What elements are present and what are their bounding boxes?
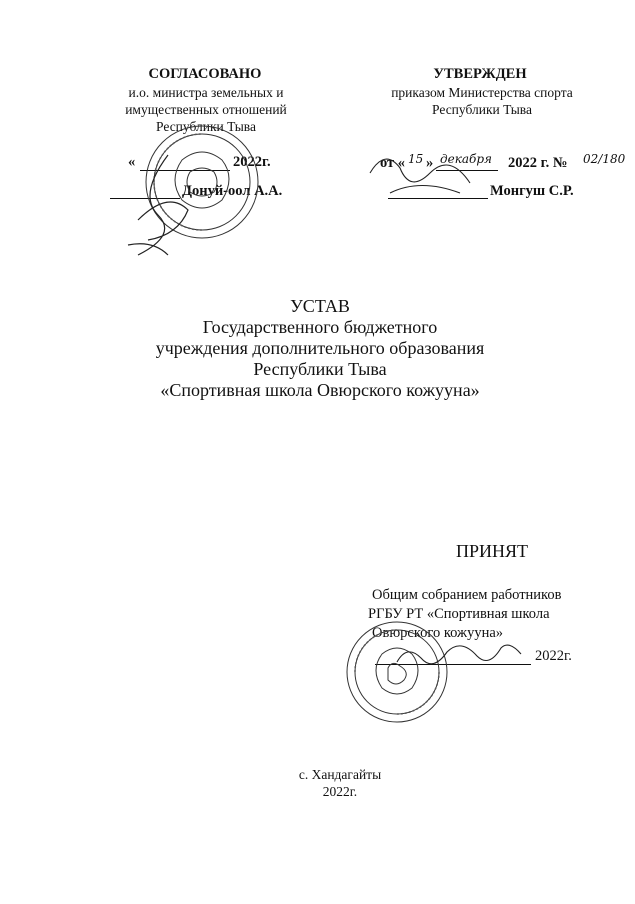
left-date-year: 2022г. [233, 154, 271, 170]
left-line-1: и.о. министра земельных и [128, 85, 284, 100]
left-line-2: имущественных отношений [125, 102, 287, 117]
left-signatory: Донуй-оол А.А. [182, 183, 283, 199]
right-order-number: 02/180 [583, 152, 626, 166]
charter-title: УСТАВ [290, 296, 350, 316]
right-signatory: Монгуш С.Р. [490, 183, 574, 199]
right-line-2: Республики Тыва [432, 102, 532, 117]
accepted-line-1: Общим собранием работников [372, 587, 562, 603]
footer-year: 2022г. [322, 784, 358, 799]
left-date-quote: « [128, 154, 136, 170]
charter-title-line-3: учреждения дополнительного образования [155, 338, 485, 358]
accepted-line-2: РГБУ РТ «Спортивная школа [368, 606, 550, 622]
charter-title-line-4: Республики Тыва [253, 359, 387, 379]
footer-place: с. Хандагайты [298, 767, 382, 782]
left-line-3: Республики Тыва [156, 119, 256, 134]
right-date-day: 15 [408, 152, 424, 166]
right-date-prefix: от « [380, 155, 406, 171]
right-date-close: » [426, 155, 434, 171]
accepted-signature [392, 640, 532, 680]
right-date-year: 2022 г. № [508, 155, 568, 171]
charter-title-line-2: Государственного бюджетного [202, 317, 438, 337]
accepted-line-3: Овюрского кожууна» [372, 625, 504, 641]
charter-title-line-5: «Спортивная школа Овюрского кожууна» [160, 380, 480, 400]
accepted-date-year: 2022г. [535, 648, 572, 664]
right-date-month: декабря [440, 152, 492, 166]
accepted-heading: ПРИНЯТ [456, 541, 529, 561]
right-heading: УТВЕРЖДЕН [433, 66, 527, 82]
left-signature [108, 150, 208, 260]
right-line-1: приказом Министерства спорта [391, 85, 573, 100]
right-signature [365, 148, 485, 208]
left-heading: СОГЛАСОВАНО [148, 66, 262, 82]
